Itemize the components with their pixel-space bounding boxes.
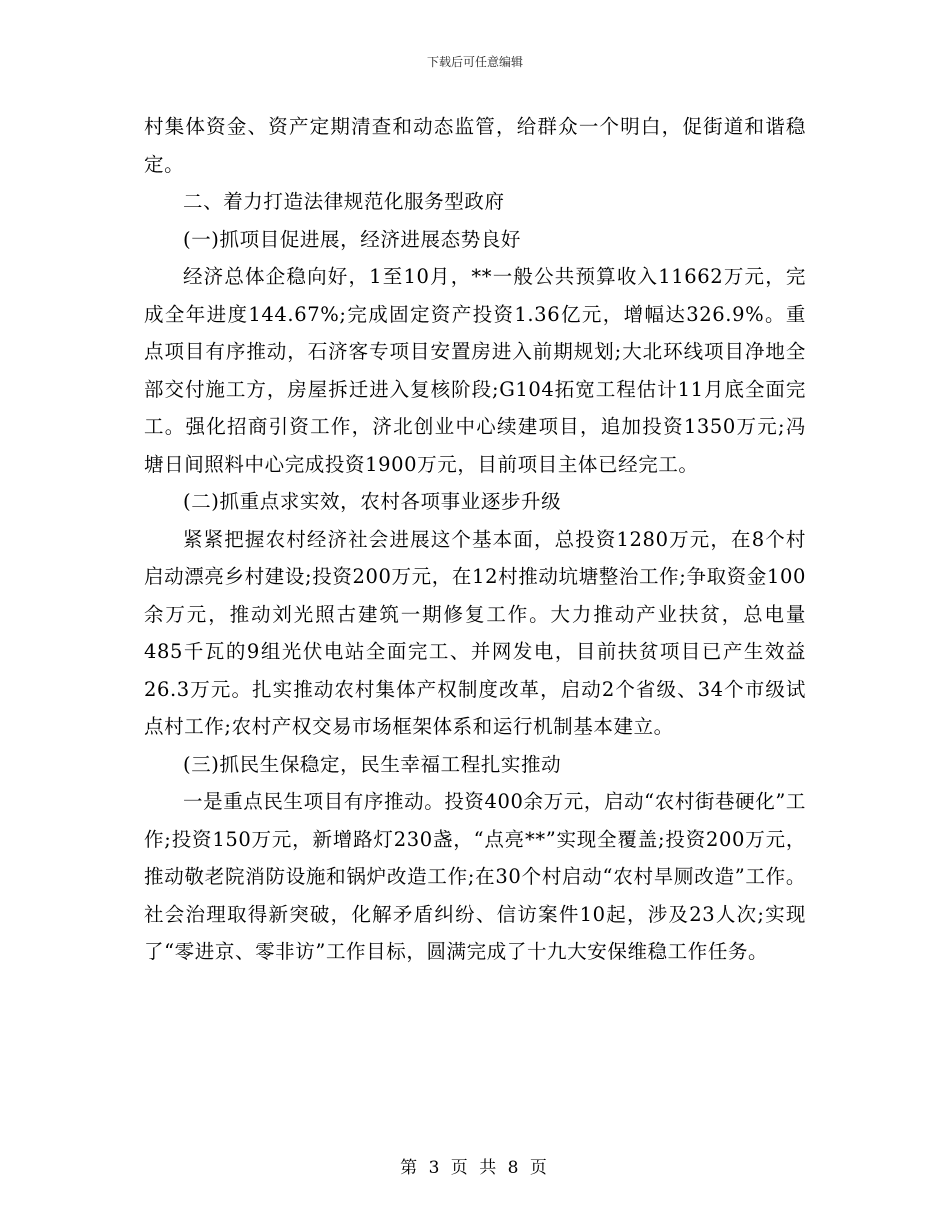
page-header: 下载后可任意编辑 [426,55,523,69]
subsection-heading: (二)抓重点求实效，农村各项事业逐步升级 [183,490,562,513]
paragraph: 村集体资金、资产定期清查和动态监管，给群众一个明白，促街道和谐稳定。 [144,115,806,176]
paragraph: 经济总体企稳向好，1至10月，**一般公共预算收入11662万元，完成全年进度144.67%;完成固定资产投资1.36亿元，增幅达326.9%。重点项目有序推动，石济客专项目安置房进入前期规划;大北环线项目净地全部交付施工方，房屋拆迁进入复核阶段;G104拓宽工程估计11月底全面完工。强化招商引资工作，济北创业中心续建项目，追加投资1350万元;冯塘日间照料中心完成投资1900万元，目前项目主体已经完工。 [144,265,806,476]
section-heading: 二、着力打造法律规范化服务型政府 [183,190,505,213]
page-number: 第 3 页 共 8 页 [400,1158,550,1178]
document-body [144,108,806,971]
subsection-heading: (一)抓项目促进展，经济进展态势良好 [183,227,522,251]
subsection-heading: (三)抓民生保稳定，民生幸福工程扎实推动 [183,752,562,776]
paragraph: 紧紧把握农村经济社会进展这个基本面，总投资1280万元，在8个村启动漂亮乡村建设;投资200万元，在12村推动坑塘整治工作;争取资金100余万元，推动刘光照古建筑一期修复工作。大力推动产业扶贫，总电量485千瓦的9组光伏电站全面完工、并网发电，目前扶贫项目已产生效益26.3万元。扎实推动农村集体产权制度改革，启动2个省级、34个市级试点村工作;农村产权交易市场框架体系和运行机制基本建立。 [144,527,806,738]
paragraph: 一是重点民生项目有序推动。投资400余万元，启动“农村街巷硬化”工作;投资150万元，新增路灯230盏，“点亮**”实现全覆盖;投资200万元，推动敬老院消防设施和锅炉改造工作;在30个村启动“农村旱厕改造”工作。社会治理取得新突破，化解矛盾纠纷、信访案件10起，涉及23人次;实现了“零进京、零非访”工作目标，圆满完成了十九大安保维稳工作任务。 [144,790,806,963]
